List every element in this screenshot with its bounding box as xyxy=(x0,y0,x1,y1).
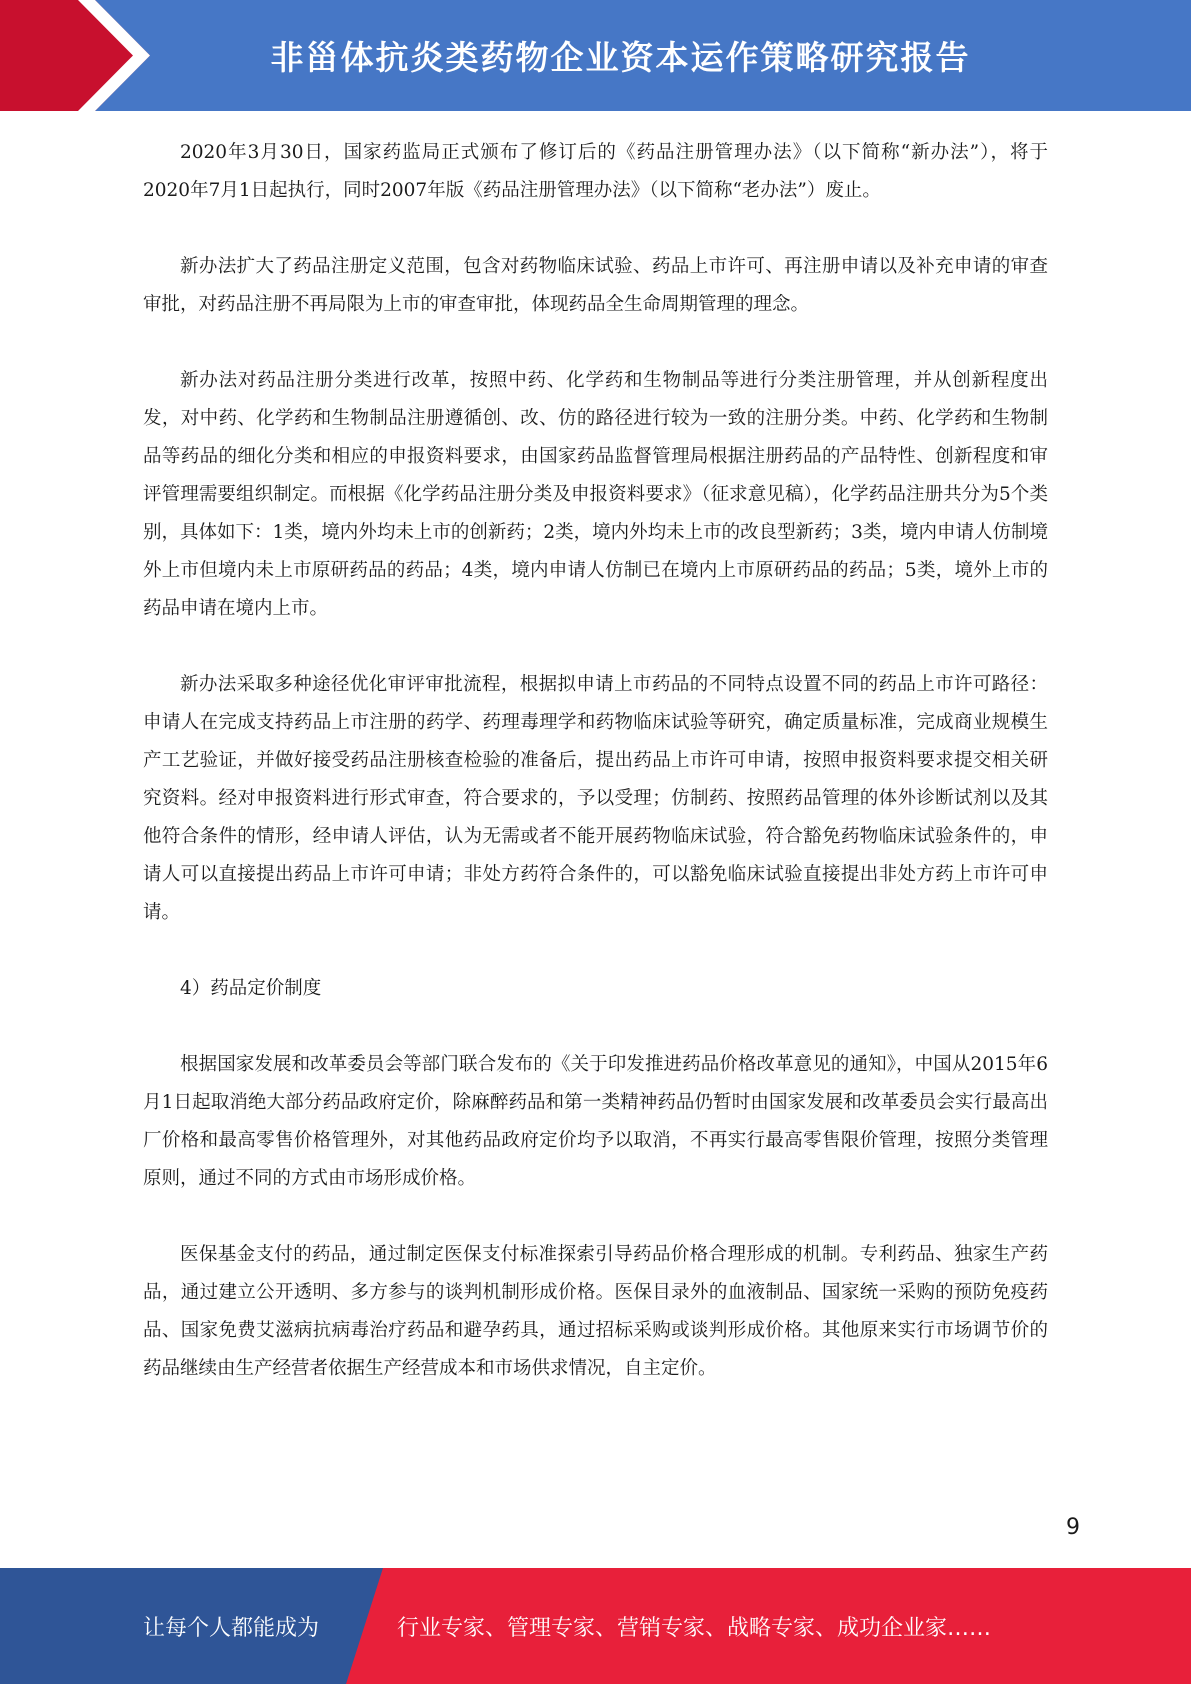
paragraph-registration-scope: 新办法扩大了药品注册定义范围，包含对药物临床试验、药品上市许可、再注册申请以及补充申请的审查审批，对药品注册不再局限为上市的审查审批，体现药品全生命周期管理的理念。 xyxy=(143,256,1048,315)
paragraph-pricing-reform: 根据国家发展和改革委员会等部门联合发布的《关于印发推进药品价格改革意见的通知》，中国从2015年6月1日起取消绝大部分药品政府定价，除麻醉药品和第一类精神药品仍暂时由国家发展和改革委员会实行最高出厂价格和最高零售价格管理外，对其他药品政府定价均予以取消，不再实行最高零售限价管理，按照分类管理原则，通过不同的方式由市场形成价格。 xyxy=(143,1054,1048,1189)
page-header xyxy=(0,0,1191,111)
footer-slogan-left: 让每个人都能成为 xyxy=(143,1615,320,1641)
report-title: 非甾体抗炎类药物企业资本运作策略研究报告 xyxy=(270,38,971,77)
paragraph-new-regulation: 2020年3月30日，国家药监局正式颁布了修订后的《药品注册管理办法》（以下简称“新办法”），将于2020年7月1日起执行，同时2007年版《药品注册管理办法》（以下简称“老办法”）废止。 xyxy=(143,142,1048,201)
page-footer xyxy=(0,1568,1191,1684)
paragraph-insurance-pricing: 医保基金支付的药品，通过制定医保支付标准探索引导药品价格合理形成的机制。专利药品、独家生产药品，通过建立公开透明、多方参与的谈判机制形成价格。医保目录外的血液制品、国家统一采购的预防免疫药品、国家免费艾滋病抗病毒治疗药品和避孕药具，通过招标采购或谈判形成价格。其他原来实行市场调节价的药品继续由生产经营者依据生产经营成本和市场供求情况，自主定价。 xyxy=(143,1244,1048,1379)
footer-slogan-right: 行业专家、管理专家、营销专家、战略专家、成功企业家…… xyxy=(397,1615,992,1641)
page-number: 9 xyxy=(1066,1515,1080,1540)
main-content xyxy=(143,134,1048,1426)
section-heading-pricing: 4）药品定价制度 xyxy=(180,978,322,999)
paragraph-approval-process: 新办法采取多种途径优化审评审批流程，根据拟申请上市药品的不同特点设置不同的药品上市许可路径：申请人在完成支持药品上市注册的药学、药理毒理学和药物临床试验等研究，确定质量标准，完成商业规模生产工艺验证，并做好接受药品注册核查检验的准备后，提出药品上市许可申请，按照申报资料要求提交相关研究资料。经对申报资料进行形式审查，符合要求的，予以受理；仿制药、按照药品管理的体外诊断试剂以及其他符合条件的情形，经申请人评估，认为无需或者不能开展药物临床试验，符合豁免药物临床试验条件的，申请人可以直接提出药品上市许可申请；非处方药符合条件的，可以豁免临床试验直接提出非处方药上市许可申请。 xyxy=(143,674,1048,923)
header-chevron-decoration xyxy=(0,0,160,111)
paragraph-registration-classification: 新办法对药品注册分类进行改革，按照中药、化学药和生物制品等进行分类注册管理，并从创新程度出发，对中药、化学药和生物制品注册遵循创、改、仿的路径进行较为一致的注册分类。中药、化学药和生物制品等药品的细化分类和相应的申报资料要求，由国家药品监督管理局根据注册药品的产品特性、创新程度和审评管理需要组织制定。而根据《化学药品注册分类及申报资料要求》（征求意见稿），化学药品注册共分为5个类别，具体如下：1类，境内外均未上市的创新药；2类，境内外均未上市的改良型新药；3类，境内申请人仿制境外上市但境内未上市原研药品的药品；4类，境内申请人仿制已在境内上市原研药品的药品；5类，境外上市的药品申请在境内上市。 xyxy=(143,370,1048,619)
